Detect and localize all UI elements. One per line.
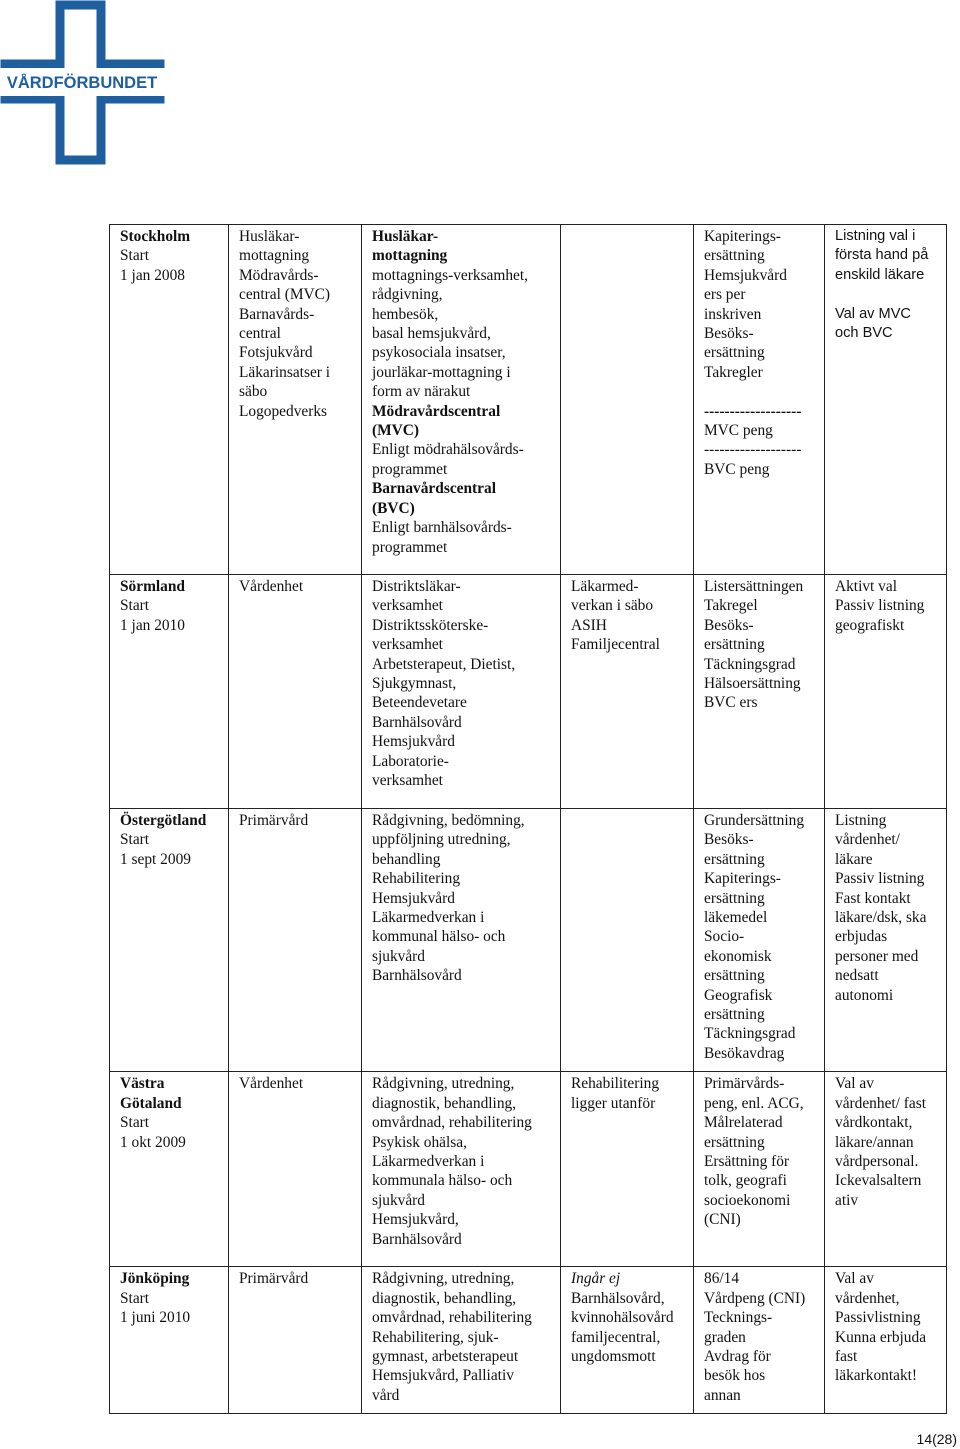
table-row [110,809,947,1072]
cell-line: Hälsoersättning [704,675,801,693]
cell-line: annan [704,1386,741,1404]
cell-line: Hemsjukvård [372,733,455,751]
cell-line: ligger utanför [571,1094,656,1112]
cell-line: jourläkar-mottagning i [372,363,511,381]
table-cell-c6 [825,1267,947,1414]
table-cell-c6 [825,575,947,809]
cell-line: Grundersättning [704,812,805,829]
table-row [110,225,947,575]
cell-line: Aktivt val [835,578,897,595]
cell-line: Geografisk [704,986,773,1004]
cell-line: uppföljning utredning, [372,831,511,849]
table-cell-c5 [694,809,825,1072]
cell-line: Läkarmedverkan i [372,1152,485,1170]
table-cell-c2 [229,1072,362,1267]
cell-line: autonomi [835,986,894,1004]
cell-line: Laboratorie- [372,752,449,770]
cell-line: peng, enl. ACG, [704,1094,804,1112]
table-cell-c4 [561,1072,694,1267]
cell-line: Start [120,1114,150,1132]
cell-line: Vårdenhet [239,1075,304,1093]
cell-line: programmet [372,460,448,478]
cell-line: Besöks- [704,616,754,634]
cell-line: läkare/dsk, ska [835,909,927,927]
cell-line: mottagning [372,247,448,265]
table-cell-c3 [362,1072,561,1267]
cell-line: Rådgivning, bedömning, [372,812,525,829]
cell-line: Start [120,831,150,849]
cell-line: Rehabilitering [571,1075,660,1093]
table-cell-c2 [229,809,362,1072]
cell-line: Ersättning för [704,1152,790,1170]
cell-line: (CNI) [704,1211,741,1229]
cell-line: Götaland [120,1094,182,1112]
cell-line: Besöks- [704,325,754,343]
cell-line: Takregel [704,597,758,615]
cell-line: Sjukgymnast, [372,675,457,693]
cell-line: Start [120,247,150,265]
cell-line: Familjecentral [571,636,660,654]
cell-line: ersättning [704,1133,765,1151]
cell-line: Rehabilitering, sjuk- [372,1328,499,1346]
table-cell-c4 [561,1267,694,1414]
table-row [110,575,947,809]
table-cell-c2 [229,1267,362,1414]
cell-line: ekonomisk [704,947,772,965]
table-cell-c2 [229,225,362,575]
cell-line: Kapiterings- [704,228,781,245]
table-cell-c4 [561,225,694,575]
cell-line: Besöks- [704,831,754,849]
cell-line: fast [835,1347,858,1365]
cell-line: mottagnings-verksamhet, [372,266,529,284]
cell-line: 1 juni 2010 [120,1309,191,1327]
cell-line: Distriktsläkar- [372,578,461,595]
cell-line: Barnhälsovård [372,1230,462,1248]
cell-line: ersättning [704,967,765,985]
cell-line: Val av MVC [835,305,911,322]
cell-line: Logopedverks [239,402,328,420]
cell-line: socioekonomi [704,1191,791,1209]
cell-line: 86/14 [704,1270,740,1288]
cell-line: Psykisk ohälsa, [372,1133,467,1151]
cell-line: BVC ers [704,694,758,712]
table-cell-c5 [694,1267,825,1414]
table-cell-c2 [229,575,362,809]
cell-line: (MVC) [372,422,420,440]
cell-line: ativ [835,1191,859,1209]
cell-line: Fast kontakt [835,889,911,907]
table-row [110,1267,947,1414]
cell-line: Barnhälsovård [372,967,462,985]
table-cell-c5 [694,1072,825,1267]
cell-line: Enligt mödrahälsovårds- [372,441,524,459]
cell-line: Fotsjukvård [239,344,313,362]
cell-line: Täckningsgrad [704,1025,796,1043]
cell-line: Läkarmed- [571,578,639,595]
table-cell-c6 [825,809,947,1072]
cell-line: programmet [372,538,448,556]
cell-line: ers per [704,286,746,304]
table-cell-c6 [825,1072,947,1267]
cell-line: vårdpersonal. [835,1152,919,1170]
cell-line: enskild läkare [835,266,925,283]
cell-line: läkare [835,850,873,868]
cell-line: central (MVC) [239,286,331,304]
cell-line: MVC peng [704,422,773,440]
table-cell-c3 [362,1267,561,1414]
cell-line: Tecknings- [704,1309,773,1327]
cell-line: Socio- [704,928,745,946]
cell-line: 1 okt 2009 [120,1133,186,1151]
cell-line: Vårdenhet [239,578,304,595]
cell-line: Hemsjukvård, Palliativ [372,1367,514,1385]
cell-line: sjukvård [372,1191,426,1209]
cell-line: Start [120,1289,150,1307]
cell-line: personer med [835,947,919,965]
cell-line: verksamhet [372,772,443,790]
cell-line: kvinnohälsovård [571,1309,674,1327]
cell-line: Mödravårds- [239,266,319,284]
cell-line: familjecentral, [571,1328,661,1346]
cell-line: central [239,325,281,343]
cell-line: Hemsjukvård [372,889,455,907]
cell-line: nedsatt [835,967,879,985]
cell-line: gymnast, arbetsterapeut [372,1347,519,1365]
cell-line: sjukvård [372,947,426,965]
table-cell-c5 [694,575,825,809]
cell-line: vårdenhet/ fast [835,1094,927,1112]
cell-line: omvårdnad, rehabilitering [372,1114,532,1132]
cell-line: erbjudas [835,928,888,946]
cell-line: Läkarinsatser i [239,363,331,381]
table-row [110,1072,947,1267]
cell-line: Arbetsterapeut, Dietist, [372,655,516,673]
cell-line: Barnavårds- [239,305,315,323]
cell-line: läkemedel [704,909,768,927]
cell-line: Enligt barnhälsovårds- [372,519,512,537]
cell-line: BVC peng [704,460,770,478]
table-cell-region [110,809,229,1072]
cell-line: form av närakut [372,383,471,401]
cell-line: första hand på [835,247,929,264]
cell-line: basal hemsjukvård, [372,325,491,343]
cell-line: Östergötland [120,812,207,829]
cell-line: hembesök, [372,305,439,323]
cell-line: Distriktssköterske- [372,616,489,634]
region-comparison-table [109,224,947,1414]
cell-line: Rådgivning, utredning, [372,1075,515,1093]
cell-line: och BVC [835,325,893,342]
cell-line: Rehabilitering [372,870,461,888]
cell-line: Barnhälsovård [372,713,462,731]
cell-line: 1 jan 2008 [120,266,185,284]
cell-line: Kunna erbjuda [835,1328,927,1346]
cell-line: 1 jan 2010 [120,616,185,634]
vardforbundet-logo [0,0,165,165]
cell-line: Val av [835,1270,874,1288]
cell-line: Stockholm [120,228,191,245]
cell-line: ------------------- [704,441,802,459]
cell-line: graden [704,1328,746,1346]
cell-line: Val av [835,1075,874,1093]
cell-line: Passiv listning [835,870,925,888]
cell-line: Sörmland [120,578,185,595]
cell-line: Hemsjukvård, [372,1211,459,1229]
table-cell-c3 [362,809,561,1072]
cell-line: psykosociala insatser, [372,344,506,362]
cell-line: Takregler [704,363,763,381]
cell-line: Ickevalsaltern [835,1172,922,1190]
cell-line: läkarkontakt! [835,1367,918,1385]
cell-line: ersättning [704,850,765,868]
cell-line: Vårdpeng (CNI) [704,1289,806,1307]
cell-line: Listersättningen [704,578,804,595]
cell-line: inskriven [704,305,762,323]
cell-line: ASIH [571,616,607,634]
cell-line: Listning [835,812,887,829]
cell-line: Jönköping [120,1270,190,1288]
table-cell-c3 [362,575,561,809]
cell-line: omvårdnad, rehabilitering [372,1309,532,1327]
cell-line: kommunal hälso- och [372,928,506,946]
cell-line: kommunala hälso- och [372,1172,513,1190]
cell-line: Barnavårdscentral [372,480,496,498]
cell-line: Passivlistning [835,1309,921,1327]
cell-line: ersättning [704,636,765,654]
cell-line: Mödravårdscentral [372,402,501,420]
cell-line: Västra [120,1075,165,1093]
cell-line: Täckningsgrad [704,655,796,673]
cell-line: Kapiterings- [704,870,781,888]
table-cell-c5 [694,225,825,575]
cell-line: ersättning [704,247,765,265]
cell-line: geografiskt [835,616,905,634]
cell-line: vårdkontakt, [835,1114,913,1132]
cell-line: Barnhälsovård, [571,1289,665,1307]
page-number: 14(28) [916,1431,957,1447]
table-cell-c4 [561,809,694,1072]
cell-line: läkare/annan [835,1133,914,1151]
table-cell-region [110,1267,229,1414]
cell-line: vård [372,1386,400,1404]
cell-line: Ingår ej [571,1270,621,1288]
cell-line: diagnostik, behandling, [372,1094,517,1112]
cell-line: Primärvård [239,812,309,829]
cell-line [704,382,818,401]
cell-line: (BVC) [372,499,415,517]
cell-line: Primärvård [239,1270,309,1288]
cell-line: ------------------- [704,402,802,420]
cell-line: 1 sept 2009 [120,850,191,868]
cell-line: ersättning [704,889,765,907]
cell-line: ersättning [704,1006,765,1024]
table-cell-c4 [561,575,694,809]
cell-line: Målrelaterad [704,1114,783,1132]
cell-line: tolk, geografi [704,1172,787,1190]
cell-line: vårdenhet/ [835,831,900,849]
cell-line: Passiv listning [835,597,925,615]
cell-line: Beteendevetare [372,694,467,712]
cell-line: besök hos [704,1367,766,1385]
cell-line: vårdenhet, [835,1289,900,1307]
cell-line: verkan i säbo [571,597,654,615]
cell-line: diagnostik, behandling, [372,1289,517,1307]
cell-line: Läkarmedverkan i [372,909,485,927]
cell-line: säbo [239,383,268,401]
cell-line: Avdrag för [704,1347,771,1365]
cell-line: Primärvårds- [704,1075,785,1093]
cell-line: mottagning [239,247,310,265]
cell-line: Hemsjukvård [704,266,787,284]
cell-line: ersättning [704,344,765,362]
cell-line [835,285,940,304]
cell-line: ungdomsmott [571,1347,656,1365]
cell-line: verksamhet [372,636,443,654]
cell-line: rådgivning, [372,286,443,304]
table-cell-region [110,1072,229,1267]
cell-line: Husläkar- [239,228,300,245]
table-cell-region [110,225,229,575]
cell-line: Listning val i [835,228,916,244]
cell-line: behandling [372,850,441,868]
logo-text: VÅRDFÖRBUNDET [6,74,158,92]
cell-line: verksamhet [372,597,443,615]
table-cell-c6 [825,225,947,575]
cell-line: Rådgivning, utredning, [372,1270,515,1288]
cell-line: Besökavdrag [704,1044,785,1062]
cell-line: Start [120,597,150,615]
cell-line: Husläkar- [372,228,439,245]
table-cell-c3 [362,225,561,575]
table-cell-region [110,575,229,809]
